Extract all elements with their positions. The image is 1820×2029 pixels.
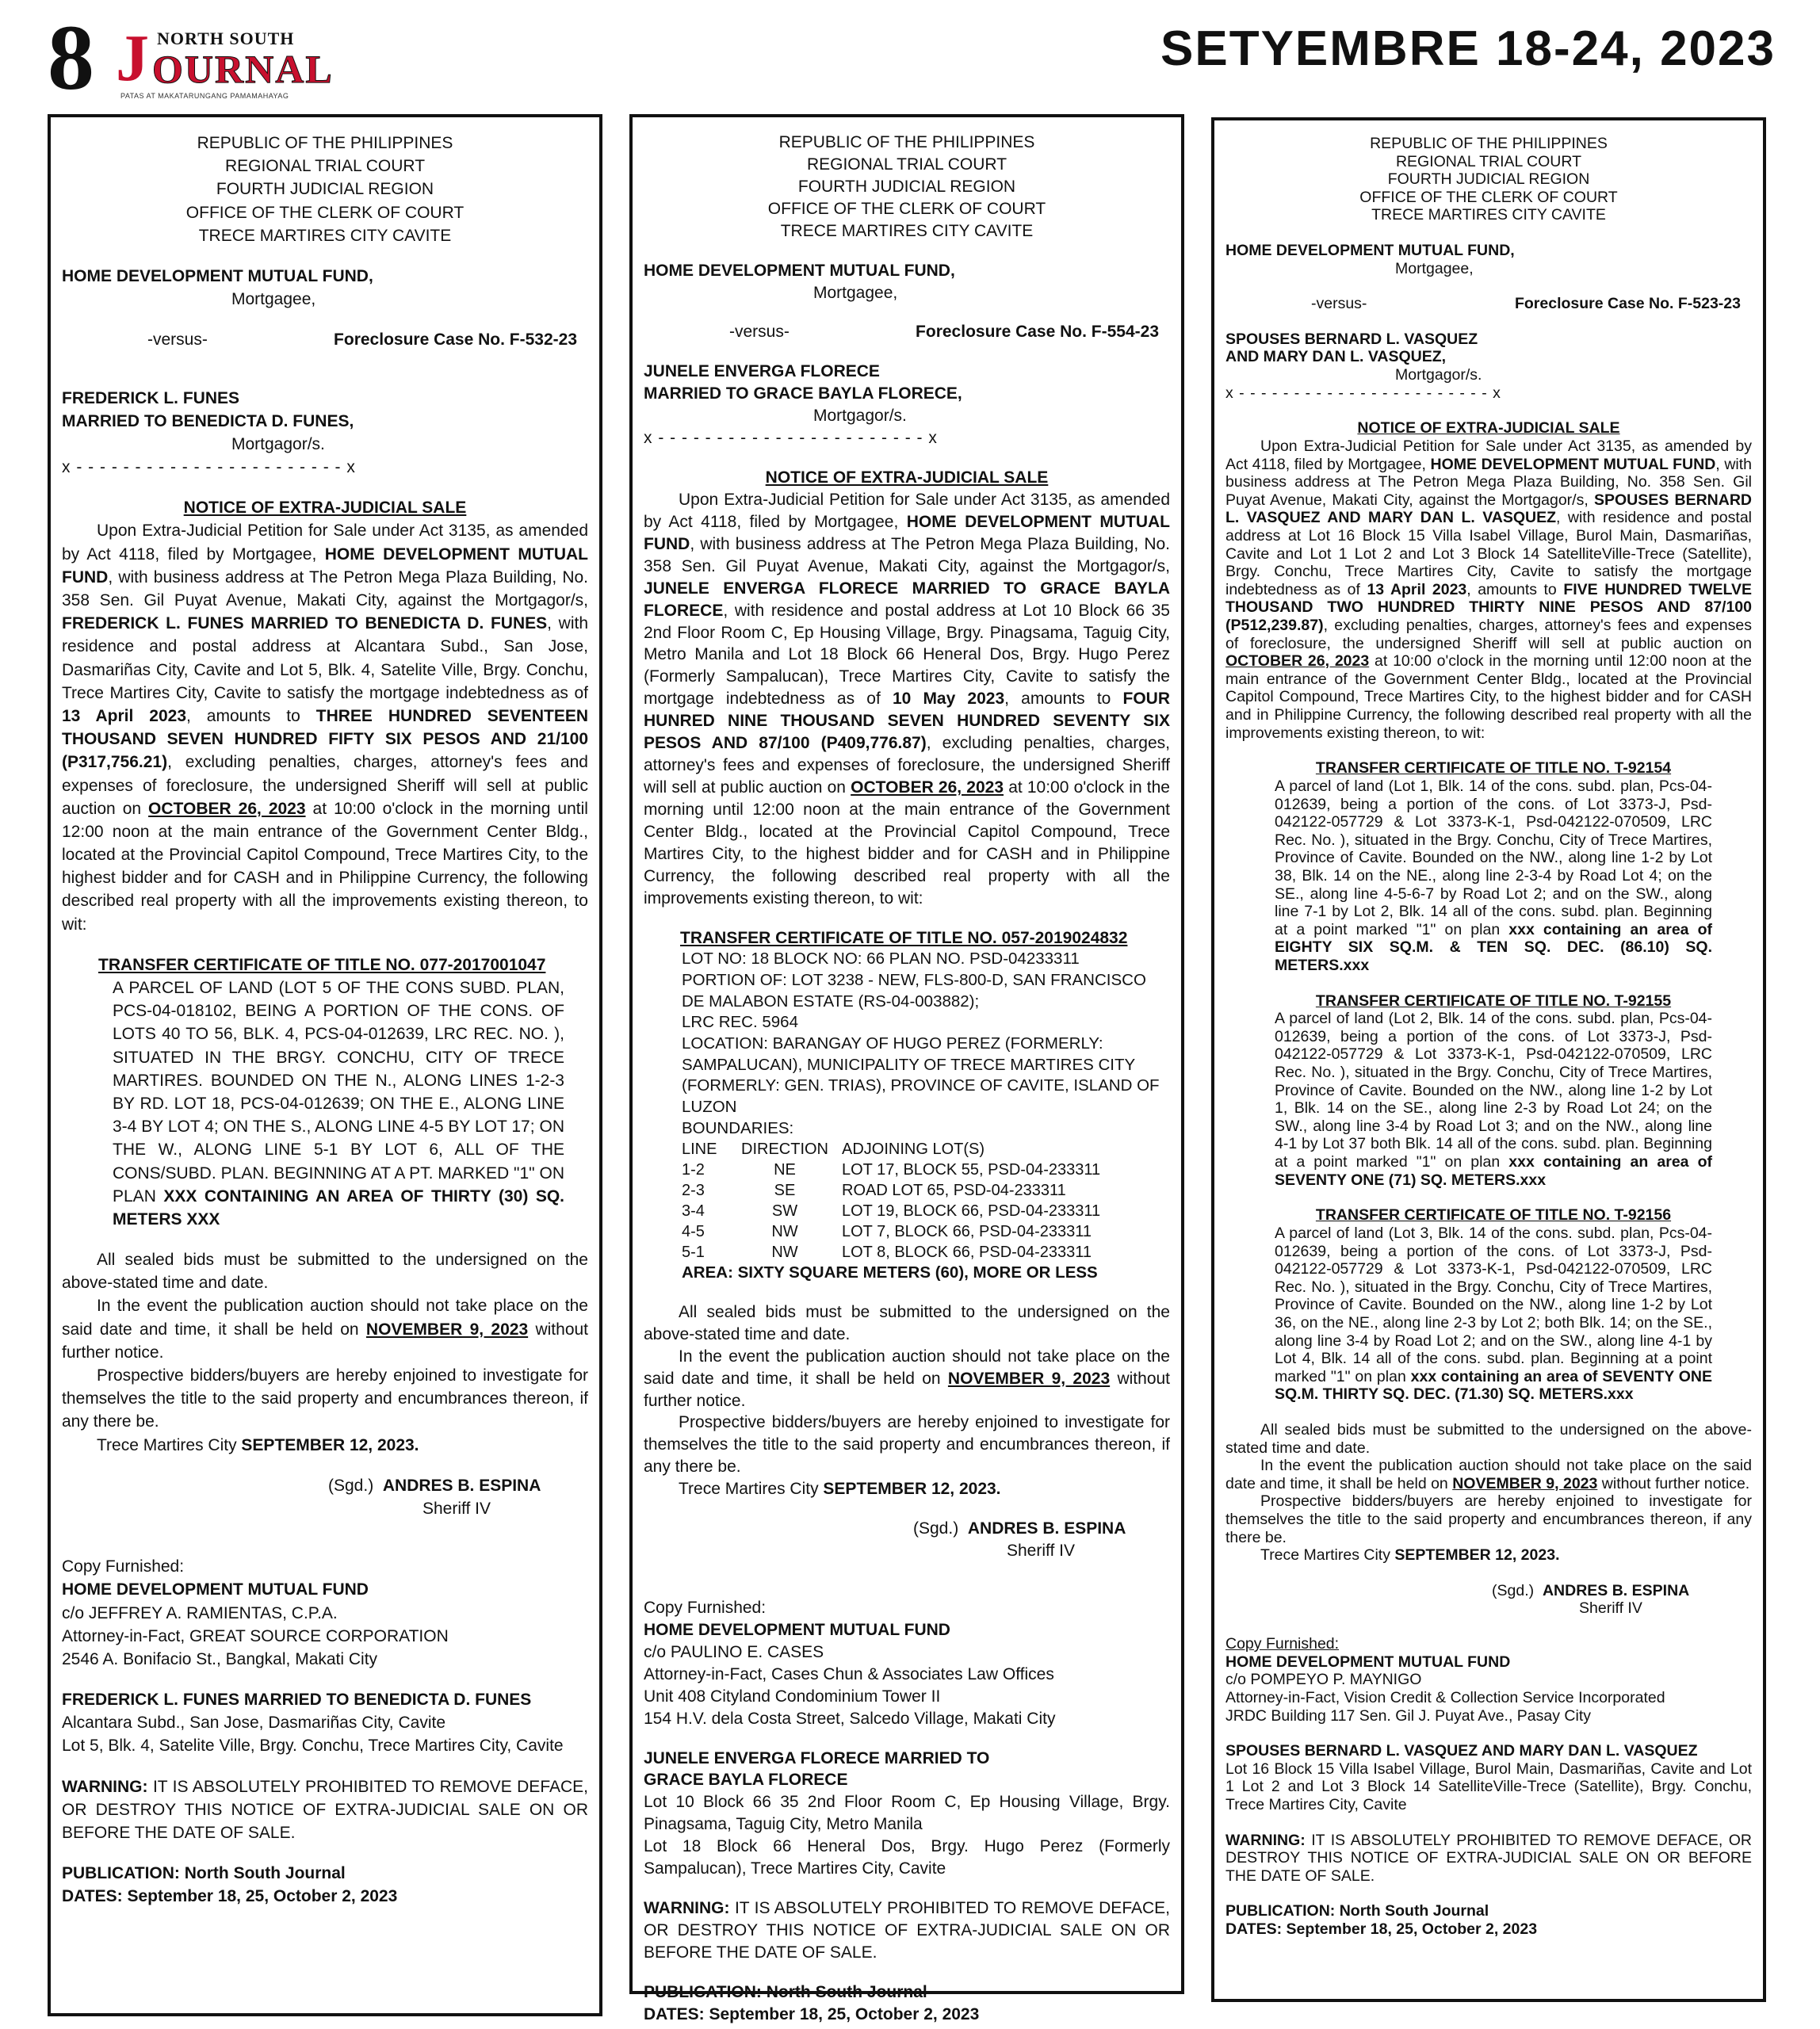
lot-details: LOT NO: 18 BLOCK NO: 66 PLAN NO. PSD-04233311 PORTION OF: LOT 3238 - NEW, FLS-800-D, SAN FRANCISCO DE MALABON ESTATE (RS-04-003882); LRC REC. 5964 LOCATION: BARANGAY OF HUGO PEREZ (FORMERLY: SAMPALUCAN), MUNICIPALITY OF TRECE MARTIRES CITY (FORMERLY: GEN. TRIAS), PROVINCE OF CAVITE, ISLAND OF LUZON BOUNDARIES: xyxy=(682,950,1160,1137)
logo-word: OURNAL xyxy=(152,47,334,91)
sheriff-signature: (Sgd.) ANDRES B. ESPINA xyxy=(328,1476,541,1495)
sheriff-signature: (Sgd.) ANDRES B. ESPINA xyxy=(913,1519,1126,1538)
publication-dates: DATES: September 18, 25, October 2, 2023 xyxy=(644,2004,980,2023)
table-row: 5-1 NW LOT 8, BLOCK 66, PSD-04-233311 xyxy=(682,1244,1092,1262)
mortgagor-name: JUNELE ENVERGA FLORECE xyxy=(644,362,880,381)
mortgagee-name: HOME DEVELOPMENT MUTUAL FUND, xyxy=(1225,242,1515,260)
logo-top-text: NORTH SOUTH xyxy=(157,29,295,48)
notice-title: NOTICE OF EXTRA-JUDICIAL SALE xyxy=(765,468,1049,487)
publication-dates: DATES: September 18, 25, October 2, 2023 xyxy=(62,1887,398,1906)
versus-row: -versus- Foreclosure Case No. F-532-23 xyxy=(62,328,588,351)
versus-row: -versus- Foreclosure Case No. F-523-23 xyxy=(1311,295,1741,313)
tct-title: TRANSFER CERTIFICATE OF TITLE NO. T-92155 xyxy=(1315,992,1672,1010)
tct-description-3: TRANSFER CERTIFICATE OF TITLE NO. T-92156 A parcel of land (Lot 3, Blk. 14 of the cons. subd. plan, Pcs-04-012639, being a portion of the cons. of Lot 3373-J, Psd-042122-057729 & Lot 3373-K-1, Psd-042122-070509, LRC Rec. No. ), situated in the Brgy. Conchu, City of Trece Martires, Province of Cavite. Bounded on the NW., along line 1-2 by Lot 36, on the NE., along line 2-3 by Lot 2; both Blk. 14; on the SE., along line 3-4 by Road Lot 2; and on the SW., along line 4-1 by Lot 4, Blk. 14 all of the cons. subd. plan. Beginning at a point marked "1" on plan xxx containing an area of SEVENTY ONE SQ.M. THIRTY SQ. DEC. (71.30) SQ. METERS.xxx xyxy=(1275,1206,1712,1404)
case-number: Foreclosure Case No. F-523-23 xyxy=(1514,295,1741,313)
court-header: REPUBLIC OF THE PHILIPPINES REGIONAL TRIAL COURT FOURTH JUDICIAL REGION OFFICE OF THE CLERK OF COURT TRECE MARTIRES CITY CAVITE xyxy=(767,133,1046,240)
case-number: Foreclosure Case No. F-532-23 xyxy=(334,331,577,350)
publication: PUBLICATION: North South Journal xyxy=(62,1864,346,1883)
warning: WARNING: IT IS ABSOLUTELY PROHIBITED TO REMOVE DEFACE, OR DESTROY THIS NOTICE OF EXTRA-JUDICIAL SALE ON OR BEFORE THE DATE OF SALE. xyxy=(644,1899,1170,1962)
notice-vasquez: REPUBLIC OF THE PHILIPPINES REGIONAL TRIAL COURT FOURTH JUDICIAL REGION OFFICE OF THE CLERK OF COURT TRECE MARTIRES CITY CAVITE HOME DEVELOPMENT MUTUAL FUND, Mortgagee, -versus- Foreclosure Case No. F-523-23 SPOUSES BERNARD L. VASQUEZ AND MARY DAN L. VASQUEZ, Mortgagor/s. x - - - - - - - - - - - - - - - - - - - - - - - x NOTICE OF EXTRA-JUDICIAL SALE Upon Extra-Judicial Petition for Sale under Act 3135, as amended by Act 4118, filed by Mortgagee, HOME DEVELOPMENT MUTUAL FUND, with business address at The Petron Mega Plaza Building, No. 358 Sen. Gil Puyat Avenue, Makati City, against the Mortgagor/s, SPOUSES BERNARD L. VASQUEZ AND MARY DAN L. VASQUEZ, with residence and postal address at Lot 16 Block 15 Villa Isabel Village, Burol Main, Dasmariñas, Cavite and Lot 1 Lot 2 and Lot 3 Block 14 SatelliteVille-Trece (Satellite), Brgy. Conchu, Trece Martires City, Cavite to satisfy the mortgage indebtedness as of 13 April 2023, amounts to FIVE HUNDRED TWELVE THOUSAND TWO HUNDRED THIRTY NINE PESOS AND 87/100 (P512,239.87), excluding penalties, charges, attorney's fees and expenses of foreclosure, the undersigned Sheriff will sell at public auction on OCTOBER 26, 2023 at 10:00 o'clock in the morning until 12:00 noon at the main entrance of the Government Center Bldg., located at the Provincial Capitol Compound, Trece Martires City, to the highest bidder and for CASH and in Philippine Currency, the following described real property with all the improvements existing thereon, to wit: TRANSFER CERTIFICATE OF TITLE NO. T-92154 A parcel of land (Lot 1, Blk. 14 of the cons. subd. plan, Pcs-04-012639, being a portion of the cons. of Lot 3373-J, Psd-042122-057729 & Lot 3373-K-1, Psd-042122-070509, LRC Rec. No. ), situated in the Brgy. Conchu, City of Trece Martires, Province of Cavite. Bounded on the NW., along line 1-2 by Lot 38, Blk. 14 on the NE., along line 2-3-4 by Road Lot 4; on the SE., along line 4-5-6-7 by Road Lot 2; and on the SW., along line 7-1 by Lot 2, Blk. 14 all of the cons. subd. plan. Beginning at a point marked "1" on plan xxx containing an area of EIGHTY SIX SQ.M. & TEN SQ. DEC. (86.10) SQ. METERS.xxx TRANSFER CERTIFICATE OF TITLE NO. T-92155 A parcel of land (Lot 2, Blk. 14 of the cons. subd. plan, Pcs-04-012639, being a portion of the cons. of Lot 3373-J, Psd-042122-057729 & Lot 3373-K-1, Psd-042122-070509, LRC Rec. No. ), situated in the Brgy. Conchu, City of Trece Martires, Province of Cavite. Bounded on the NW., along line 1-2 by Lot 1, Blk. 14 on the SE., along line 2-3 by Road Lot 24; on the SW., along line 3-4 by Road Lot 3; and on the NW., along line 4-1 by Lot 37 both Blk. 14 all of the cons. subd. plan. Beginning at a point marked "1" on plan xxx containing an area of SEVENTY ONE (71) SQ. METERS.xxx TRANSFER CERTIFICATE OF TITLE NO. T-92156 A parcel of land (Lot 3, Blk. 14 of the cons. subd. plan, Pcs-04-012639, being a portion of the cons. of Lot 3373-J, Psd-042122-057729 & Lot 3373-K-1, Psd-042122-070509, LRC Rec. No. ), situated in the Brgy. Conchu, City of Trece Martires, Province of Cavite. Bounded on the NW., along line 1-2 by Lot 36, on the NE., along line 2-3 by Lot 2; both Blk. 14; on the SE., along line 3-4 by Road Lot 2; and on the SW., along line 4-1 by Lot 4, Blk. 14 all of the cons. subd. plan. Beginning at a point marked "1" on plan xxx containing an area of SEVENTY ONE SQ.M. THIRTY SQ. DEC. (71.30) SQ. METERS.xxx All sealed bids must be submitted to the undersigned on the above-stated time and date. In the event the publication auction should not take place on the said date and time, it shall be held on NOVEMBER 9, 2023 without further notice. Prospective bidders/buyers are hereby enjoined to investigate for themselves the title to the said property and encumbrances thereon, if any there be. Trece Martires City SEPTEMBER 12, 2023. (Sgd.) ANDRES B. ESPINA Sheriff IV Copy Furnished: HOME DEVELOPMENT MUTUAL FUND c/o POMPEYO P. MAYNIGO Attorney-in-Fact, Vision Credit & Collection Service Incorporated JRDC Building 117 Sen. Gil J. Puyat Ave., Pasay City SPOUSES BERNARD L. VASQUEZ AND MARY DAN L. VASQUEZ Lot 16 Block 15 Villa Isabel Village, Burol Main, Dasmariñas, Cavite and Lot 1 Lot 2 and Lot 3 Block 14 SatelliteVille-Trece (Satellite), Brgy. Conchu, Trece Martires City, Cavite WARNING: IT IS ABSOLUTELY PROHIBITED TO REMOVE DEFACE, OR DESTROY THIS NOTICE OF EXTRA-JUDICIAL SALE ON OR BEFORE THE DATE OF SALE. PUBLICATION: North South Journal DATES: September 18, 25, October 2, 2023 xyxy=(1211,117,1766,2002)
lot-area: AREA: SIXTY SQUARE METERS (60), MORE OR LESS xyxy=(682,1263,1098,1282)
newspaper-logo xyxy=(116,21,354,105)
tct-title: TRANSFER CERTIFICATE OF TITLE NO. 077-2017001047 xyxy=(98,955,546,974)
mortgagee-name: HOME DEVELOPMENT MUTUAL FUND, xyxy=(644,261,955,280)
mortgagor-role: Mortgagor/s. xyxy=(813,407,907,426)
mortgagor-name: FREDERICK L. FUNES xyxy=(62,388,240,407)
table-header-row: LINE DIRECTION ADJOINING LOT(S) xyxy=(682,1141,985,1159)
table-row: 3-4 SW LOT 19, BLOCK 66, PSD-04-233311 xyxy=(682,1202,1101,1221)
mortgagee-role: Mortgagee, xyxy=(231,290,316,309)
table-row: 2-3 SE ROAD LOT 65, PSD-04-233311 xyxy=(682,1182,1066,1200)
tct-description-2: TRANSFER CERTIFICATE OF TITLE NO. T-92155 A parcel of land (Lot 2, Blk. 14 of the cons. subd. plan, Pcs-04-012639, being a portion of the cons. of Lot 3373-J, Psd-042122-057729 & Lot 3373-K-1, Psd-042122-070509, LRC Rec. No. ), situated in the Brgy. Conchu, City of Trece Martires, Province of Cavite. Bounded on the NW., along line 1-2 by Lot 1, Blk. 14 on the SE., along line 2-3 by Road Lot 24; on the SW., along line 3-4 by Road Lot 3; and on the NW., along line 4-1 by Lot 37 both Blk. 14 all of the cons. subd. plan. Beginning at a point marked "1" on plan xxx containing an area of SEVENTY ONE (71) SQ. METERS.xxx xyxy=(1275,992,1712,1189)
versus-row: -versus- Foreclosure Case No. F-554-23 xyxy=(644,321,1170,343)
table-row: 1-2 NE LOT 17, BLOCK 55, PSD-04-233311 xyxy=(682,1161,1101,1179)
separator: x - - - - - - - - - - - - - - - - - - - - - - - x xyxy=(62,458,356,477)
masthead xyxy=(48,6,1776,109)
warning: WARNING: IT IS ABSOLUTELY PROHIBITED TO REMOVE DEFACE, OR DESTROY THIS NOTICE OF EXTRA-JUDICIAL SALE ON OR BEFORE THE DATE OF SALE. xyxy=(1225,1831,1752,1885)
notice-frederick-funes: REPUBLIC OF THE PHILIPPINES REGIONAL TRIAL COURT FOURTH JUDICIAL REGION OFFICE OF THE CLERK OF COURT TRECE MARTIRES CITY CAVITE HOME DEVELOPMENT MUTUAL FUND, Mortgagee, -versus- Foreclosure Case No. F-532-23 FREDERICK L. FUNES MARRIED TO BENEDICTA D. FUNES, Mortgagor/s. x - - - - - - - - - - - - - - - - - - - - - - - x NOTICE OF EXTRA-JUDICIAL SALE Upon Extra-Judicial Petition for Sale under Act 3135, as amended by Act 4118, filed by Mortgagee, HOME DEVELOPMENT MUTUAL FUND, with business address at The Petron Mega Plaza Building, No. 358 Sen. Gil Puyat Avenue, Makati City, against the Mortgagor/s, FREDERICK L. FUNES MARRIED TO BENEDICTA D. FUNES, with residence and postal address at Alcantara Subd., San Jose, Dasmariñas City, Cavite and Lot 5, Blk. 4, Satelite Ville, Brgy. Conchu, Trece Martires City, Cavite to satisfy the mortgage indebtedness as of 13 April 2023, amounts to THREE HUNDRED SEVENTEEN THOUSAND SEVEN HUNDRED FIFTY SIX PESOS AND 21/100 (P317,756.21), excluding penalties, charges, attorney's fees and expenses of foreclosure, the undersigned Sheriff will sell at public auction on OCTOBER 26, 2023 at 10:00 o'clock in the morning until 12:00 noon at the main entrance of the Government Center Bldg., located at the Provincial Capitol Compound, Trece Martires City, to the highest bidder and for CASH and in Philippine Currency, the following described real property with all the improvements existing thereon, to wit: TRANSFER CERTIFICATE OF TITLE NO. 077-2017001047 A PARCEL OF LAND (LOT 5 OF THE CONS SUBD. PLAN, PCS-04-018102, BEING A PORTION OF THE CONS. OF LOTS 40 TO 56, BLK. 4, PCS-04-012639, LRC REC. NO. ), SITUATED IN THE BRGY. CONCHU, CITY OF TRECE MARTIRES. BOUNDED ON THE N., ALONG LINES 1-2-3 BY RD. LOT 18, PCS-04-012639; ON THE E., ALONG LINE 3-4 BY LOT 4; ON THE S., ALONG LINE 4-5 BY LOT 17; ON THE W., ALONG LINE 5-1 BY LOT 6, ALL OF THE CONS/SUBD. PLAN. BEGINNING AT A PT. MARKED "1" ON PLAN XXX CONTAINING AN AREA OF THIRTY (30) SQ. METERS XXX All sealed bids must be submitted to the undersigned on the above-stated time and date. In the event the publication auction should not take place on the said date and time, it shall be held on NOVEMBER 9, 2023 without further notice. Prospective bidders/buyers are hereby enjoined to investigate for themselves the title to the said property and encumbrances thereon, if any there be. Trece Martires City SEPTEMBER 12, 2023. (Sgd.) ANDRES B. ESPINA Sheriff IV Copy Furnished: HOME DEVELOPMENT MUTUAL FUND c/o JEFFREY A. RAMIENTAS, C.P.A. Attorney-in-Fact, GREAT SOURCE CORPORATION 2546 A. Bonifacio St., Bangkal, Makati City FREDERICK L. FUNES MARRIED TO BENEDICTA D. FUNES Alcantara Subd., San Jose, Dasmariñas City, Cavite Lot 5, Blk. 4, Satelite Ville, Brgy. Conchu, Trece Martires City, Cavite WARNING: IT IS ABSOLUTELY PROHIBITED TO REMOVE DEFACE, OR DESTROY THIS NOTICE OF EXTRA-JUDICIAL SALE ON OR BEFORE THE DATE OF SALE. PUBLICATION: North South Journal DATES: September 18, 25, October 2, 2023 xyxy=(48,114,602,2016)
warning: WARNING: IT IS ABSOLUTELY PROHIBITED TO REMOVE DEFACE, OR DESTROY THIS NOTICE OF EXTRA-JUDICIAL SALE ON OR BEFORE THE DATE OF SALE. xyxy=(62,1777,588,1842)
table-row: 4-5 NW LOT 7, BLOCK 66, PSD-04-233311 xyxy=(682,1223,1092,1241)
court-header: REPUBLIC OF THE PHILIPPINES REGIONAL TRIAL COURT FOURTH JUDICIAL REGION OFFICE OF THE CLERK OF COURT TRECE MARTIRES CITY CAVITE xyxy=(185,134,465,245)
publication: PUBLICATION: North South Journal xyxy=(1225,1902,1489,1920)
mortgagor-role: Mortgagor/s. xyxy=(1395,366,1482,384)
notice-junele-florece: REPUBLIC OF THE PHILIPPINES REGIONAL TRIAL COURT FOURTH JUDICIAL REGION OFFICE OF THE CLERK OF COURT TRECE MARTIRES CITY CAVITE HOME DEVELOPMENT MUTUAL FUND, Mortgagee, -versus- Foreclosure Case No. F-554-23 JUNELE ENVERGA FLORECE MARRIED TO GRACE BAYLA FLORECE, Mortgagor/s. x - - - - - - - - - - - - - - - - - - - - - - - x NOTICE OF EXTRA-JUDICIAL SALE Upon Extra-Judicial Petition for Sale under Act 3135, as amended by Act 4118, filed by Mortgagee, HOME DEVELOPMENT MUTUAL FUND, with business address at The Petron Mega Plaza Building, No. 358 Sen. Gil Puyat Avenue, Makati City, against the Mortgagor/s, JUNELE ENVERGA FLORECE MARRIED TO GRACE BAYLA FLORECE, with residence and postal address at Lot 10 Block 66 35 2nd Floor Room C, Ep Housing Village, Brgy. Pinagsama, Taguig City, Metro Manila and Lot 18 Block 66 Heneral Dos, Brgy. Hugo Perez (Formerly Sampalucan), Trece Martires City, Cavite to satisfy the mortgage indebtedness as of 10 May 2023, amounts to FOUR HUNRED NINE THOUSAND SEVEN HUNDRED SEVENTY SIX PESOS AND 87/100 (P409,776.87), excluding penalties, charges, attorney's fees and expenses of foreclosure, the undersigned Sheriff will sell at public auction on OCTOBER 26, 2023 at 10:00 o'clock in the morning until 12:00 noon at the main entrance of the Government Center Bldg., located at the Provincial Capitol Compound, Trece Martires City, to the highest bidder and for CASH and in Philippine Currency, the following described real property with all the improvements existing thereon, to wit: TRANSFER CERTIFICATE OF TITLE NO. 057-2019024832 LOT NO: 18 BLOCK NO: 66 PLAN NO. PSD-04233311 PORTION OF: LOT 3238 - NEW, FLS-800-D, SAN FRANCISCO DE MALABON ESTATE (RS-04-003882); LRC REC. 5964 LOCATION: BARANGAY OF HUGO PEREZ (FORMERLY: SAMPALUCAN), MUNICIPALITY OF TRECE MARTIRES CITY (FORMERLY: GEN. TRIAS), PROVINCE OF CAVITE, ISLAND OF LUZON BOUNDARIES: LINE DIRECTION ADJOINING LOT(S) 1-2 NE LOT 17, BLOCK 55, PSD-04-233311 2-3 SE ROAD LOT 65, PSD-04-233311 3-4 SW LOT 19, BLOCK 66, PSD-04-233311 4-5 NW LOT 7, BLOCK 66, PSD-04-233311 5-1 NW LOT 8, BLOCK 66, PSD-04-233311 AREA: SIXTY SQUARE METERS (60), MORE OR LESS All sealed bids must be submitted to the undersigned on the above-stated time and date. In the event the publication auction should not take place on the said date and time, it shall be held on NOVEMBER 9, 2023 without further notice. Prospective bidders/buyers are hereby enjoined to investigate for themselves the title to the said property and encumbrances thereon, if any there be. Trece Martires City SEPTEMBER 12, 2023. (Sgd.) ANDRES B. ESPINA Sheriff IV Copy Furnished: HOME DEVELOPMENT MUTUAL FUND c/o PAULINO E. CASES Attorney-in-Fact, Cases Chun & Associates Law Offices Unit 408 Cityland Condominium Tower II 154 H.V. dela Costa Street, Salcedo Village, Makati City JUNELE ENVERGA FLORECE MARRIED TO GRACE BAYLA FLORECE Lot 10 Block 66 35 2nd Floor Room C, Ep Housing Village, Brgy. Pinagsama, Taguig City, Metro Manila Lot 18 Block 66 Heneral Dos, Brgy. Hugo Perez (Formerly Sampalucan), Trece Martires City, Cavite WARNING: IT IS ABSOLUTELY PROHIBITED TO REMOVE DEFACE, OR DESTROY THIS NOTICE OF EXTRA-JUDICIAL SALE ON OR BEFORE THE DATE OF SALE. PUBLICATION: North South Journal DATES: September 18, 25, October 2, 2023 xyxy=(629,114,1184,1994)
copy-furnished: Copy Furnished: xyxy=(62,1557,185,1576)
publication: PUBLICATION: North South Journal xyxy=(644,1982,927,2001)
notice-body: Upon Extra-Judicial Petition for Sale under Act 3135, as amended by Act 4118, filed by Mortgagee, HOME DEVELOPMENT MUTUAL FUND, with business address at The Petron Mega Plaza Building, No. 358 Sen. Gil Puyat Avenue, Makati City, against the Mortgagor/s, SPOUSES BERNARD L. VASQUEZ AND MARY DAN L. VASQUEZ, with residence and postal address at Lot 16 Block 15 Villa Isabel Village, Burol Main, Dasmariñas, Cavite and Lot 1 Lot 2 and Lot 3 Block 14 SatelliteVille-Trece (Satellite), Brgy. Conchu, Trece Martires City, Cavite to satisfy the mortgage indebtedness as of 13 April 2023, amounts to FIVE HUNDRED TWELVE THOUSAND TWO HUNDRED THIRTY NINE PESOS AND 87/100 (P512,239.87), excluding penalties, charges, attorney's fees and expenses of foreclosure, the undersigned Sheriff will sell at public auction on OCTOBER 26, 2023 at 10:00 o'clock in the morning until 12:00 noon at the main entrance of the Government Center Bldg., located at the Provincial Capitol Compound, Trece Martires City, to the highest bidder and for CASH and in Philippine Currency, the following described real property with all the improvements existing thereon, to wit: xyxy=(1225,437,1753,742)
court-header: REPUBLIC OF THE PHILIPPINES REGIONAL TRIAL COURT FOURTH JUDICIAL REGION OFFICE OF THE CLERK OF COURT TRECE MARTIRES CITY CAVITE xyxy=(1359,135,1618,224)
publication-dates: DATES: September 18, 25, October 2, 2023 xyxy=(1225,1920,1538,1939)
logo-tagline: PATAS AT MAKATARUNGANG PAMAMAHAYAG xyxy=(120,92,289,100)
notice-body: Upon Extra-Judicial Petition for Sale under Act 3135, as amended by Act 4118, filed by Mortgagee, HOME DEVELOPMENT MUTUAL FUND, with business address at The Petron Mega Plaza Building, No. 358 Sen. Gil Puyat Avenue, Makati City, against the Mortgagor/s, FREDERICK L. FUNES MARRIED TO BENEDICTA D. FUNES, with residence and postal address at Alcantara Subd., San Jose, Dasmariñas City, Cavite and Lot 5, Blk. 4, Satelite Ville, Brgy. Conchu, Trece Martires City, Cavite to satisfy the mortgage indebtedness as of 13 April 2023, amounts to THREE HUNDRED SEVENTEEN THOUSAND SEVEN HUNDRED FIFTY SIX PESOS AND 21/100 (P317,756.21), excluding penalties, charges, attorney's fees and expenses of foreclosure, the undersigned Sheriff will sell at public auction on OCTOBER 26, 2023 at 10:00 o'clock in the morning until 12:00 noon at the main entrance of the Government Center Bldg., located at the Provincial Capitol Compound, Trece Martires City, to the highest bidder and for CASH and in Philippine Currency, the following described real property with all the improvements existing thereon, to wit: xyxy=(62,522,589,934)
tct-title: TRANSFER CERTIFICATE OF TITLE NO. T-92154 xyxy=(1315,759,1672,778)
page-number: 8 xyxy=(48,6,94,109)
logo-letter: J xyxy=(116,21,149,95)
tct-description-1: TRANSFER CERTIFICATE OF TITLE NO. T-92154 A parcel of land (Lot 1, Blk. 14 of the cons. subd. plan, Pcs-04-012639, being a portion of the cons. of Lot 3373-J, Psd-042122-057729 & Lot 3373-K-1, Psd-042122-070509, LRC Rec. No. ), situated in the Brgy. Conchu, City of Trece Martires, Province of Cavite. Bounded on the NW., along line 1-2 by Lot 38, Blk. 14 on the NE., along line 2-3-4 by Road Lot 4; on the SE., along line 4-5-6-7 by Road Lot 2; and on the SW., along line 7-1 by Lot 2, Blk. 14 all of the cons. subd. plan. Beginning at a point marked "1" on plan xxx containing an area of EIGHTY SIX SQ.M. & TEN SQ. DEC. (86.10) SQ. METERS.xxx xyxy=(1275,759,1712,974)
boundaries-table xyxy=(682,1139,1100,1263)
mortgagee-name: HOME DEVELOPMENT MUTUAL FUND, xyxy=(62,266,373,285)
separator: x - - - - - - - - - - - - - - - - - - - - - - - x xyxy=(1225,384,1501,402)
issue-date: SETYEMBRE 18-24, 2023 xyxy=(1160,21,1776,76)
notice-title: NOTICE OF EXTRA-JUDICIAL SALE xyxy=(1357,419,1620,438)
copy-furnished: Copy Furnished: xyxy=(1225,1635,1340,1653)
mortgagee-role: Mortgagee, xyxy=(1395,259,1474,277)
mortgagor-role: Mortgagor/s. xyxy=(231,434,325,453)
notice-title: NOTICE OF EXTRA-JUDICIAL SALE xyxy=(183,499,467,518)
copy-furnished: Copy Furnished: xyxy=(644,1598,767,1617)
case-number: Foreclosure Case No. F-554-23 xyxy=(916,323,1159,342)
mortgagor-name: SPOUSES BERNARD L. VASQUEZ xyxy=(1225,330,1478,348)
tct-description xyxy=(644,927,1170,950)
tct-title: TRANSFER CERTIFICATE OF TITLE NO. 057-2019024832 xyxy=(680,928,1128,947)
tct-description: TRANSFER CERTIFICATE OF TITLE NO. 077-2017001047 A PARCEL OF LAND (LOT 5 OF THE CONS SUBD. PLAN, PCS-04-018102, BEING A PORTION OF THE CONS. OF LOTS 40 TO 56, BLK. 4, PCS-04-012639, LRC REC. NO. ), SITUATED IN THE BRGY. CONCHU, CITY OF TRECE MARTIRES. BOUNDED ON THE N., ALONG LINES 1-2-3 BY RD. LOT 18, PCS-04-012639; ON THE E., ALONG LINE 3-4 BY LOT 4; ON THE S., ALONG LINE 4-5 BY LOT 17; ON THE W., ALONG LINE 5-1 BY LOT 6, ALL OF THE CONS/SUBD. PLAN. BEGINNING AT A PT. MARKED "1" ON PLAN XXX CONTAINING AN AREA OF THIRTY (30) SQ. METERS XXX xyxy=(62,953,588,1231)
notice-body: Upon Extra-Judicial Petition for Sale under Act 3135, as amended by Act 4118, filed by Mortgagee, HOME DEVELOPMENT MUTUAL FUND, with business address at The Petron Mega Plaza Building, No. 358 Sen. Gil Puyat Avenue, Makati City, against the Mortgagor/s, JUNELE ENVERGA FLORECE MARRIED TO GRACE BAYLA FLORECE, with residence and postal address at Lot 10 Block 66 35 2nd Floor Room C, Ep Housing Village, Brgy. Pinagsama, Taguig City, Metro Manila and Lot 18 Block 66 Heneral Dos, Brgy. Hugo Perez (Formerly Sampalucan), Trece Martires City, Cavite to satisfy the mortgage indebtedness as of 10 May 2023, amounts to FOUR HUNRED NINE THOUSAND SEVEN HUNDRED SEVENTY SIX PESOS AND 87/100 (P409,776.87), excluding penalties, charges, attorney's fees and expenses of foreclosure, the undersigned Sheriff will sell at public auction on OCTOBER 26, 2023 at 10:00 o'clock in the morning until 12:00 noon at the main entrance of the Government Center Bldg., located at the Provincial Capitol Compound, Trece Martires City, to the highest bidder and for CASH and in Philippine Currency, the following described real property with all the improvements existing thereon, to wit: xyxy=(644,490,1171,908)
sheriff-signature: (Sgd.) ANDRES B. ESPINA xyxy=(1492,1581,1690,1599)
tct-title: TRANSFER CERTIFICATE OF TITLE NO. T-92156 xyxy=(1315,1206,1672,1225)
separator: x - - - - - - - - - - - - - - - - - - - - - - - x xyxy=(644,429,938,448)
mortgagee-role: Mortgagee, xyxy=(813,283,898,302)
